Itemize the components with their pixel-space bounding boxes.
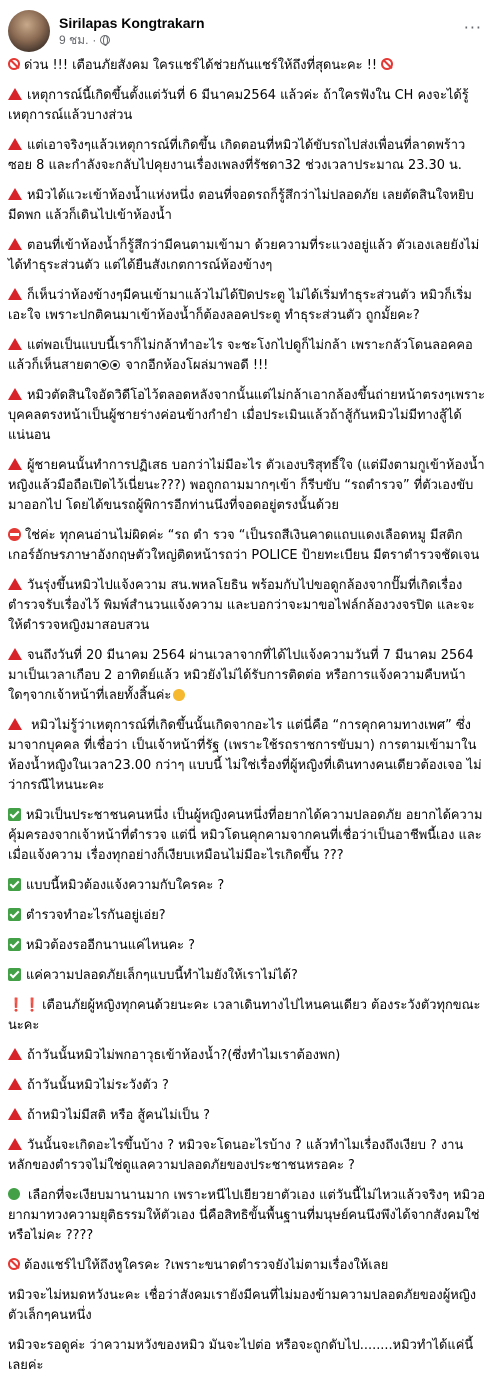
- post-paragraph: [8, 386, 486, 446]
- post-paragraph: [8, 1256, 486, 1276]
- red-triangle-icon: [8, 458, 22, 470]
- post-paragraph: [8, 876, 486, 896]
- paragraph-text: ตอนที่เข้าห้องน้ำก็รู้สึกว่ามีคนตามเข้ามา ด้วยความที่ระแวงอยู่แล้ว ตัวเองเลยยังไม่ได้ทำธุระส่วนตัว แต่ได้ยืนสังเกตการณ์ห้องข้างๆ: [8, 238, 480, 273]
- post-paragraph: [8, 236, 486, 276]
- red-triangle-icon: [8, 648, 22, 660]
- avatar[interactable]: [8, 10, 50, 52]
- post-paragraph: [8, 526, 486, 566]
- paragraph-text: หมิวไม่รู้ว่าเหตุการณ์ที่เกิดขึ้นนั้นเกิดจากอะไร แต่นี่คือ “การคุกคามทางเพศ” ซึ่งมาจากบุคคล ที่เชื่อว่า เป็นเจ้าหน้าที่รัฐ (เพราะใช้รถราชการขับมา) การตามเข้ามาในห้องน้ำหญิงในเวลา23.00 กว่าๆ แบบนี้ ไม่ใช่เรื่องที่ผู้หญิงที่เดินทางคนเดียวต้องเจอ ไม่ว่ากรณีไหนนะคะ: [8, 718, 482, 793]
- stop-icon: [8, 528, 21, 541]
- paragraph-text: หมิวต้องรออีกนานแค่ไหนคะ ?: [26, 938, 195, 953]
- paragraph-text: แบบนี้หมิวต้องแจ้งความกับใครคะ ?: [26, 878, 225, 893]
- red-triangle-icon: [8, 578, 22, 590]
- paragraph-text: ใช่ค่ะ ทุกคนอ่านไม่ผิดค่ะ “รถ ตำ รวจ “เป็นรถสีเงินคาดแถบแดงเลือดหมู มีสติกเกอร์อักษรภาษาอังกฤษตัวใหญ่ติดหน้ารถว่า POLICE ป้ายทะเบียน มีตราตำรวจชัดเจน: [8, 528, 480, 563]
- post-paragraph: [8, 336, 486, 376]
- paragraph-text: แต่พอเป็นแบบนี้เราก็ไม่กล้าทำอะไร จะชะโงกไปดูก็ไม่กล้า เพราะกลัวโดนลอคคอ แล้วก็เห็นสายตา: [8, 338, 473, 373]
- post-header: [6, 0, 486, 56]
- paragraph-text: วันนั้นจะเกิดอะไรขึ้นบ้าง ? หมิวจะโดนอะไรบ้าง ? แล้วทำไมเรื่องถึงเงียบ ? งานหลักของตำรวจไม่ใช่ดูแลความปลอดภัยของประชาชนหรอคะ ?: [8, 1138, 464, 1173]
- post-paragraph: [8, 966, 486, 986]
- paragraph-text: แต่เอาจริงๆแล้วเหตุการณ์ที่เกิดขึ้น เกิดตอนที่หมิวได้ขับรถไปส่งเพื่อนที่ลาดพร้าวซอย 8 และกำลังจะกลับไปคุยงานเรื่องเพลงที่รัชดา32 ช่วงเวลาประมาณ 23.30 น.: [8, 138, 466, 173]
- paragraph-text: ก็เห็นว่าห้องข้างๆมีคนเข้ามาแล้วไม่ได้ปิดประตู ไม่ได้เริ่มทำธุระส่วนตัว หมิวก็เริ่มเอะใจ เพราะปกติคนมาเข้าห้องน้ำก็ต้องลอคประตู ทำธุระส่วนตัว ถูกมั้ยคะ?: [8, 288, 472, 323]
- double-exclamation-icon: ❗❗: [8, 998, 41, 1013]
- paragraph-text: จากอีกห้องโผล่มาพอดี !!!: [121, 358, 269, 373]
- red-triangle-icon: [8, 138, 22, 150]
- post-subline: [59, 32, 205, 48]
- check-icon: [8, 908, 21, 921]
- post-paragraph: [8, 716, 486, 796]
- post-paragraph: [8, 1046, 486, 1066]
- paragraph-text: ถ้าหมิวไม่มีสติ หรือ สู้คนไม่เป็น ?: [27, 1108, 210, 1123]
- globe-icon: [100, 35, 110, 45]
- post-body: [6, 56, 486, 1376]
- red-triangle-icon: [8, 88, 22, 100]
- more-options-icon[interactable]: ···: [463, 18, 482, 37]
- red-triangle-icon: [8, 718, 22, 730]
- post-paragraph: [8, 1286, 486, 1326]
- red-triangle-icon: [8, 1078, 22, 1090]
- no-entry-icon: [8, 58, 20, 70]
- green-circle-icon: [8, 1188, 20, 1200]
- no-entry-icon: [8, 1258, 20, 1270]
- paragraph-text: ผู้ชายคนนั้นทำการปฏิเสธ บอกว่าไม่มีอะไร ตัวเองบริสุทธิ์ใจ (แต่มึงตามกูเข้าห้องน้ำหญิงแล้วมือถือเปิดไว้เนี่ยนะ???) พอถูกถามมากๆเข้า ก็รีบขับ “รถตำรวจ” ที่ตัวเองขับมาออกไป โดยได้ขนรถผู้พิการอีกท่านนึงที่จอดอยู่ตรงนั้นด้วย: [8, 458, 485, 513]
- red-triangle-icon: [8, 1138, 22, 1150]
- check-icon: [8, 938, 21, 951]
- post-paragraph: [8, 646, 486, 706]
- paragraph-text: เตือนภัยผู้หญิงทุกคนด้วยนะคะ เวลาเดินทางไปไหนคนเดียว ต้องระวังตัวทุกขณะนะคะ: [8, 998, 481, 1033]
- paragraph-text: ตำรวจทำอะไรกันอยู่เอ่ย?: [26, 908, 166, 923]
- post-paragraph: [8, 936, 486, 956]
- check-icon: [8, 968, 21, 981]
- post-paragraph: [8, 86, 486, 126]
- red-triangle-icon: [8, 388, 22, 400]
- post-paragraph: [8, 1136, 486, 1176]
- paragraph-text: ถ้าวันนั้นหมิวไม่พกอาวุธเข้าห้องน้ำ?(ซึ่งทำไมเราต้องพก): [27, 1048, 341, 1063]
- post-paragraph: [8, 1106, 486, 1126]
- check-icon: [8, 878, 21, 891]
- red-triangle-icon: [8, 288, 22, 300]
- separator: ·: [92, 33, 97, 47]
- paragraph-text: แค่ความปลอดภัยเล็กๆแบบนี้ทำไมยังให้เราไม่ได้?: [26, 968, 298, 983]
- paragraph-text: วันรุ่งขึ้นหมิวไปแจ้งความ สน.พหลโยธิน พร้อมกับไปขอดูกล้องจากปั๊มที่เกิดเรื่อง ตำรวจรับเรื่องไว้ พิมพ์สำนวนแจ้งความ และบอกว่าจะมาขอไฟล์กล้องวงจรปิด และจะให้ตำรวจหญิงมาสอบสวน: [8, 578, 475, 633]
- paragraph-text: ต้องแชร์ไปให้ถึงหูใครคะ ?เพราะขนาดตำรวจยังไม่ตามเรื่องให้เลย: [24, 1258, 389, 1273]
- paragraph-text: หมิวตัดสินใจอัดวิดีโอไว้ตลอดหลังจากนั้นแต่ไม่กล้าเอากล้องขึ้นถ่ายหน้าตรงๆเพราะบุคคลตรงหน้าเป็นผู้ชายร่างค่อนข้างกำยำ เมื่อประเมินแล้วถ้าสู้กันหมิวไม่มีทางสู้ได้แน่นอน: [8, 388, 485, 443]
- check-icon: [8, 808, 21, 821]
- timestamp[interactable]: 9 ชม.: [59, 33, 89, 47]
- paragraph-text: เลือกที่จะเงียบมานานมาก เพราะหนีไปเยียวยาตัวเอง แต่วันนี้ไม่ไหวแล้วจริงๆ หมิวอยากมาทวงความยุติธรรมให้ตัวเอง นี่คือสิทธิขั้นพื้นฐานที่มนุษย์คนนึงพึงได้จากสังคมใช่หรือไม่คะ ????: [8, 1188, 486, 1243]
- post-paragraph: [8, 1336, 486, 1376]
- author-name[interactable]: Sirilapas Kongtrakarn: [59, 15, 205, 31]
- paragraph-text: เหตุการณ์นี้เกิดขึ้นตั้งแต่วันที่ 6 มีนาคม2564 แล้วค่ะ ถ้าใครฟังใน CH คงจะได้รู้เหตุการณ์แล้วบางส่วน: [8, 88, 469, 123]
- paragraph-text: หมิวจะรอดูค่ะ ว่าความหวังของหมิว มันจะไปต่อ หรือจะถูกดับไป........หมิวทำได้แค่นี้เลยค่ะ: [8, 1338, 474, 1373]
- post-paragraph: [8, 1186, 486, 1246]
- no-entry-icon: [381, 58, 393, 70]
- post-paragraph: [8, 286, 486, 326]
- red-triangle-icon: [8, 1048, 22, 1060]
- red-triangle-icon: [8, 1108, 22, 1120]
- post-paragraph: [8, 1076, 486, 1096]
- post-meta: [59, 14, 205, 48]
- post-paragraph: [8, 576, 486, 636]
- red-triangle-icon: [8, 238, 22, 250]
- eyes-icon: [99, 358, 121, 373]
- paragraph-text: หมิวจะไม่หมดหวังนะคะ เชื่อว่าสังคมเรายังมีคนที่ไม่มองข้ามความปลอดภัยของผู้หญิงตัวเล็กๆคนหนึ่ง: [8, 1288, 477, 1323]
- paragraph-text: ถ้าวันนั้นหมิวไม่ระวังตัว ?: [27, 1078, 169, 1093]
- red-triangle-icon: [8, 188, 22, 200]
- paragraph-text: หมิวได้แวะเข้าห้องน้ำแห่งหนึ่ง ตอนที่จอดรถก็รู้สึกว่าไม่ปลอดภัย เลยตัดสินใจหยิบมีดพก แล้วก็เดินไปเข้าห้องน้ำ: [8, 188, 474, 223]
- paragraph-text: หมิวเป็นประชาชนคนหนึ่ง เป็นผู้หญิงคนหนึ่งที่อยากได้ความปลอดภัย อยากได้ความคุ้มครองจากเจ้าหน้าที่ตำรวจ แต่นี่ หมิวโดนคุกคามจากคนที่เชื่อว่าเป็นอาชีพนี้เอง และเมื่อแจ้งความ เรื่องทุกอย่างก็เงียบเหมือนไม่มีอะไรเกิดขึ้น ???: [8, 808, 483, 863]
- post-paragraph: [8, 136, 486, 176]
- post-paragraph: [8, 56, 486, 76]
- paragraph-text: ด่วน !!! เตือนภัยสังคม ใครแชร์ได้ช่วยกันแชร์ให้ถึงที่สุดนะคะ !!: [24, 58, 378, 73]
- post-paragraph: [8, 456, 486, 516]
- post-paragraph: [8, 806, 486, 866]
- sad-face-icon: [173, 689, 185, 701]
- red-triangle-icon: [8, 338, 22, 350]
- post-paragraph: [8, 996, 486, 1036]
- paragraph-text: จนถึงวันที่ 20 มีนาคม 2564 ผ่านเวลาจากที่ได้ไปแจ้งความวันที่ 7 มีนาคม 2564 มาเป็นเวลาเกือบ 2 อาทิตย์แล้ว หมิวยังไม่ได้รับการติดต่อ หรือการแจ้งความคืบหน้าใดๆจากเจ้าหน้าที่เลยทั้งสิ้นค่ะ: [8, 648, 474, 703]
- post-paragraph: [8, 906, 486, 926]
- post-paragraph: [8, 186, 486, 226]
